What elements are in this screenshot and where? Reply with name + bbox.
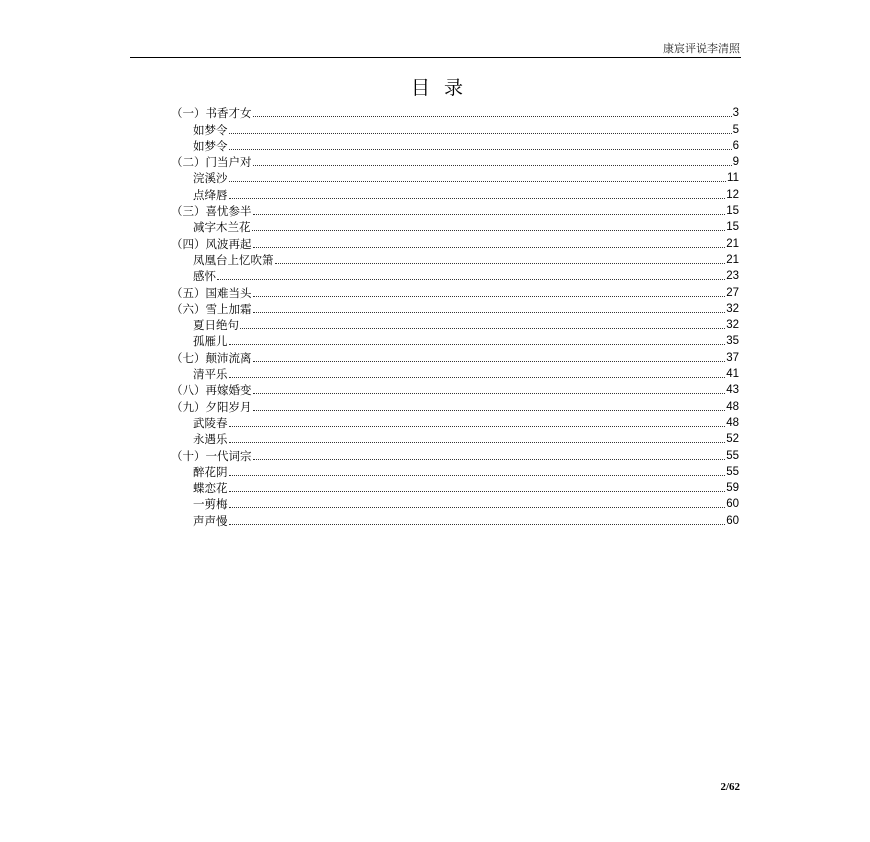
toc-entry-page: 3 <box>732 107 739 120</box>
toc-leader-dots <box>229 442 726 443</box>
toc-entry-poem[interactable] <box>171 332 739 348</box>
toc-entry-poem[interactable] <box>171 251 739 267</box>
toc-entry-page: 35 <box>726 335 739 348</box>
toc-entry-poem[interactable] <box>171 511 739 527</box>
toc-entry-chapter-10[interactable] <box>171 446 739 462</box>
toc-entry-label: 点绛唇 <box>193 187 228 202</box>
toc-entry-poem[interactable] <box>171 430 739 446</box>
toc-entry-page: 15 <box>726 221 739 234</box>
toc-entry-label: 永遇乐 <box>193 432 228 447</box>
toc-entry-poem[interactable] <box>171 169 739 185</box>
toc-entry-page: 55 <box>726 465 739 478</box>
toc-entry-page: 12 <box>726 188 739 201</box>
toc-entry-label: （六）雪上加霜 <box>171 301 252 316</box>
toc-leader-dots <box>217 279 725 280</box>
toc-entry-page: 9 <box>732 156 739 169</box>
toc-leader-dots <box>253 312 726 313</box>
toc-entry-chapter-5[interactable] <box>171 283 739 299</box>
toc-entry-label: （五）国难当头 <box>171 285 252 300</box>
toc-entry-label: 孤雁儿 <box>193 334 228 349</box>
toc-entry-page: 11 <box>727 172 739 185</box>
page-number: 2/62 <box>720 781 740 793</box>
toc-leader-dots <box>253 459 726 460</box>
toc-leader-dots <box>229 181 727 182</box>
running-header: 康宸评说李清照 <box>663 42 740 55</box>
toc-entry-label: 声声慢 <box>193 513 228 528</box>
toc-entry-poem[interactable] <box>171 479 739 495</box>
toc-leader-dots <box>275 263 726 264</box>
toc-entry-page: 6 <box>732 139 739 152</box>
toc-entry-label: （七）颠沛流离 <box>171 350 252 365</box>
toc-leader-dots <box>253 296 726 297</box>
toc-leader-dots <box>229 198 726 199</box>
toc-entry-label: （三）喜忧参半 <box>171 204 252 219</box>
header-rule <box>130 57 741 58</box>
toc-entry-label: 醉花阴 <box>193 464 228 479</box>
toc-entry-poem[interactable] <box>171 414 739 430</box>
toc-leader-dots <box>240 328 725 329</box>
toc-entry-label: 凤凰台上忆吹箫 <box>193 252 274 267</box>
toc-entry-chapter-2[interactable] <box>171 153 739 169</box>
toc-entry-poem[interactable] <box>171 120 739 136</box>
toc-title: 目录 <box>410 77 477 99</box>
toc-leader-dots <box>229 507 726 508</box>
toc-entry-label: 清平乐 <box>193 367 228 382</box>
toc-leader-dots <box>229 491 726 492</box>
toc-leader-dots <box>229 524 726 525</box>
toc-entry-label: 如梦令 <box>193 122 228 137</box>
toc-entry-poem[interactable] <box>171 267 739 283</box>
toc-leader-dots <box>229 377 726 378</box>
toc-entry-label: 减字木兰花 <box>193 220 251 235</box>
toc-entry-chapter-1[interactable] <box>171 104 739 120</box>
toc-leader-dots <box>229 475 726 476</box>
toc-entry-chapter-6[interactable] <box>171 300 739 316</box>
toc-entry-page: 27 <box>726 286 739 299</box>
toc-leader-dots <box>253 116 732 117</box>
toc-entry-label: 浣溪沙 <box>193 171 228 186</box>
toc-entry-page: 32 <box>726 319 739 332</box>
toc-leader-dots <box>253 247 726 248</box>
toc-leader-dots <box>229 149 732 150</box>
toc-entry-poem[interactable] <box>171 365 739 381</box>
toc-leader-dots <box>253 165 732 166</box>
toc-entry-label: 蝶恋花 <box>193 481 228 496</box>
toc-entry-page: 5 <box>732 123 739 136</box>
toc-entry-label: （一）书香才女 <box>171 106 252 121</box>
toc-entry-poem[interactable] <box>171 463 739 479</box>
toc-entry-page: 41 <box>726 368 739 381</box>
toc-entry-label: 一剪梅 <box>193 497 228 512</box>
toc-entry-page: 60 <box>726 514 739 527</box>
toc-entry-page: 21 <box>726 237 739 250</box>
toc-entry-chapter-9[interactable] <box>171 397 739 413</box>
toc-leader-dots <box>253 410 726 411</box>
toc-entry-page: 21 <box>726 253 739 266</box>
toc-entry-chapter-4[interactable] <box>171 234 739 250</box>
toc-entry-label: 夏日绝句 <box>193 318 239 333</box>
toc-entry-page: 15 <box>726 205 739 218</box>
toc-entry-poem[interactable] <box>171 316 739 332</box>
toc-entry-poem[interactable] <box>171 495 739 511</box>
toc-leader-dots <box>253 393 726 394</box>
toc-entry-poem[interactable] <box>171 137 739 153</box>
toc-leader-dots <box>229 133 732 134</box>
toc-leader-dots <box>229 426 726 427</box>
toc-entry-page: 52 <box>726 433 739 446</box>
toc-entry-label: （四）风波再起 <box>171 236 252 251</box>
toc-entry-page: 55 <box>726 449 739 462</box>
toc-entry-label: 如梦令 <box>193 138 228 153</box>
toc-leader-dots <box>253 214 726 215</box>
toc-entry-label: （十）一代词宗 <box>171 448 252 463</box>
toc-entry-page: 48 <box>726 400 739 413</box>
toc-entry-label: （九）夕阳岁月 <box>171 399 252 414</box>
toc-entry-chapter-7[interactable] <box>171 348 739 364</box>
toc-entry-page: 43 <box>726 384 739 397</box>
toc-entry-page: 60 <box>726 498 739 511</box>
toc-entry-chapter-3[interactable] <box>171 202 739 218</box>
toc-leader-dots <box>253 361 726 362</box>
toc-entry-page: 37 <box>726 351 739 364</box>
toc-entry-label: （二）门当户对 <box>171 155 252 170</box>
toc-leader-dots <box>252 230 726 231</box>
toc-entry-page: 32 <box>726 302 739 315</box>
toc-leader-dots <box>229 344 726 345</box>
toc-entry-poem[interactable] <box>171 218 739 234</box>
toc-entry-label: 武陵春 <box>193 415 228 430</box>
toc-list <box>171 104 739 528</box>
toc-entry-page: 59 <box>726 482 739 495</box>
toc-entry-page: 48 <box>726 416 739 429</box>
toc-entry-chapter-8[interactable] <box>171 381 739 397</box>
toc-entry-page: 23 <box>726 270 739 283</box>
toc-entry-label: （八）再嫁婚变 <box>171 383 252 398</box>
toc-entry-label: 感怀 <box>193 269 216 284</box>
toc-entry-poem[interactable] <box>171 185 739 201</box>
